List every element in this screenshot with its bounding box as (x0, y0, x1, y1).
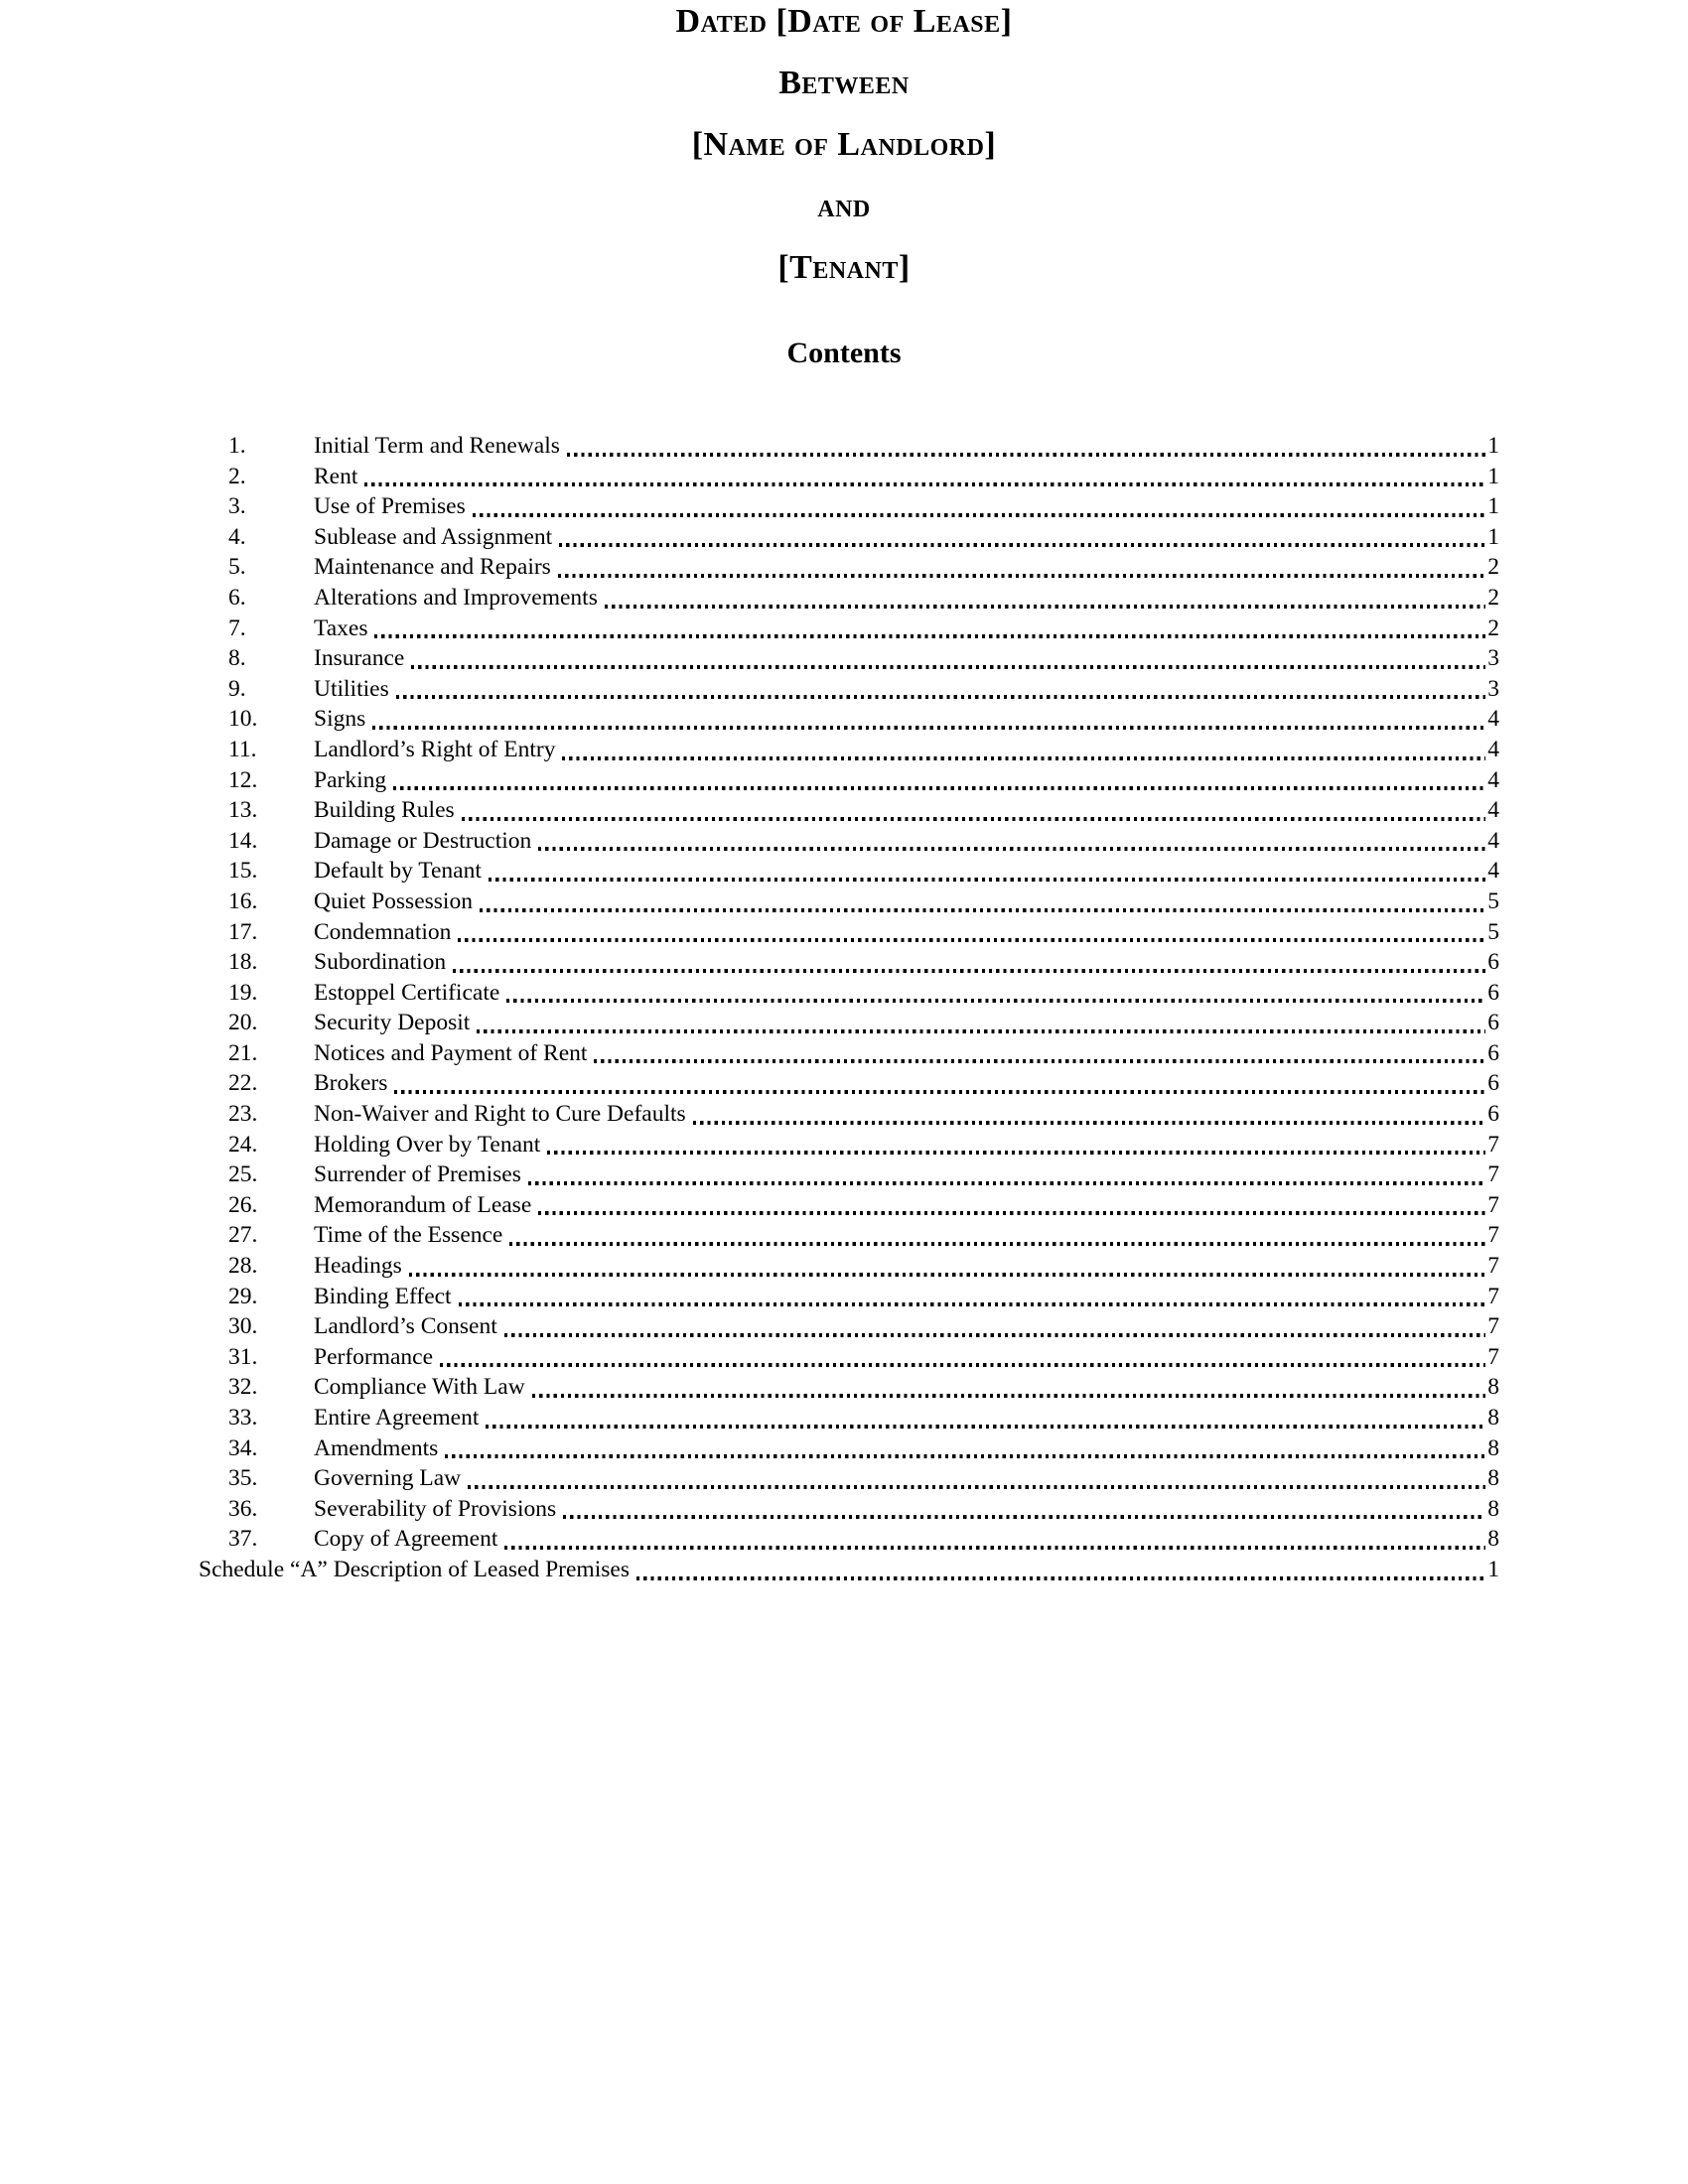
dot-leader (458, 938, 1485, 942)
toc-item-number: 2. (228, 463, 246, 489)
toc-item-page: 4 (1487, 706, 1499, 733)
toc-item-page: 1 (1487, 523, 1499, 550)
toc-item-number: 21. (228, 1039, 258, 1066)
dot-leader (559, 543, 1485, 547)
toc-item-number: 3. (228, 493, 246, 520)
toc-item-title: Building Rules (314, 797, 455, 824)
schedule-row (199, 1555, 1499, 1585)
toc-item-title: Amendments (314, 1434, 439, 1461)
toc-row (199, 1130, 1499, 1160)
toc-item-number: 28. (228, 1253, 258, 1280)
dot-leader (567, 453, 1485, 457)
dot-leader (480, 908, 1485, 912)
document-header (0, 0, 1688, 286)
toc-item-number: 6. (228, 584, 246, 611)
dot-leader (468, 1485, 1485, 1489)
toc-item-page: 3 (1487, 645, 1499, 672)
toc-item-number: 1. (228, 433, 246, 459)
dot-leader (462, 817, 1486, 821)
toc-item-number: 4. (228, 523, 246, 550)
toc-item-page: 1 (1487, 493, 1499, 520)
toc-item-number: 17. (228, 918, 258, 945)
dot-leader (394, 1090, 1485, 1094)
dot-leader (489, 878, 1485, 882)
toc-item-page: 7 (1487, 1253, 1499, 1280)
dot-leader (528, 1181, 1485, 1185)
toc-item-title: Rent (314, 463, 358, 489)
dot-leader (547, 1151, 1485, 1155)
toc-row (199, 431, 1499, 462)
dot-leader (372, 726, 1485, 730)
toc-row (199, 765, 1499, 796)
toc-item-title: Quiet Possession (314, 887, 473, 914)
toc-row (199, 1463, 1499, 1494)
toc-item-page: 7 (1487, 1313, 1499, 1340)
toc-item-title: Landlord’s Right of Entry (314, 736, 556, 762)
dot-leader (605, 605, 1485, 609)
toc-row (199, 643, 1499, 674)
toc-row (199, 978, 1499, 1009)
toc-item-title: Notices and Payment of Rent (314, 1039, 588, 1066)
dot-leader (558, 574, 1485, 578)
toc-item-number: 7. (228, 614, 246, 641)
toc-row (199, 947, 1499, 978)
toc-item-page: 7 (1487, 1283, 1499, 1309)
and-label: and (817, 188, 871, 224)
landlord-line: [Name of Landlord] (691, 126, 997, 163)
toc-row (199, 1190, 1499, 1221)
toc-item-page: 8 (1487, 1495, 1499, 1522)
toc-row (199, 1403, 1499, 1433)
toc-item-number: 30. (228, 1313, 258, 1340)
toc-item-title: Signs (314, 706, 366, 733)
dot-leader (563, 1515, 1485, 1519)
toc-row (199, 1068, 1499, 1099)
toc-item-title: Holding Over by Tenant (314, 1131, 541, 1158)
toc-item-number: 11. (228, 736, 257, 762)
toc-item-page: 6 (1487, 1010, 1499, 1036)
toc-item-page: 7 (1487, 1191, 1499, 1218)
toc-item-title: Performance (314, 1343, 434, 1370)
toc-row (199, 1342, 1499, 1373)
toc-item-number: 8. (228, 645, 246, 672)
tenant-line: [Tenant] (777, 249, 911, 286)
toc-item-page: 6 (1487, 949, 1499, 976)
toc-item-number: 12. (228, 766, 258, 793)
toc-item-number: 24. (228, 1131, 258, 1158)
toc-row (199, 1372, 1499, 1403)
toc-row (199, 552, 1499, 583)
toc-row (199, 1160, 1499, 1190)
dot-leader (459, 1302, 1486, 1306)
toc-row (199, 462, 1499, 492)
toc-item-page: 5 (1487, 918, 1499, 945)
toc-item-page: 2 (1487, 554, 1499, 581)
toc-item-number: 25. (228, 1161, 258, 1188)
dot-leader (440, 1363, 1485, 1367)
toc-item-number: 22. (228, 1070, 258, 1097)
toc-item-page: 1 (1487, 433, 1499, 459)
toc-item-title: Insurance (314, 645, 405, 672)
toc-item-page: 6 (1487, 1070, 1499, 1097)
dot-leader (409, 1273, 1485, 1277)
dot-leader (374, 634, 1485, 638)
toc-item-number: 23. (228, 1101, 258, 1128)
toc-item-page: 4 (1487, 827, 1499, 854)
schedule-title: Schedule “A” Description of Leased Premises (199, 1556, 630, 1582)
schedule-section (199, 1555, 1499, 1585)
toc-item-page: 8 (1487, 1434, 1499, 1461)
dot-leader (693, 1121, 1486, 1125)
table-of-contents (199, 431, 1499, 1555)
toc-item-title: Landlord’s Consent (314, 1313, 497, 1340)
dot-leader (506, 999, 1485, 1003)
toc-item-page: 2 (1487, 584, 1499, 611)
toc-row (199, 1433, 1499, 1464)
toc-item-title: Headings (314, 1253, 402, 1280)
toc-row (199, 826, 1499, 857)
toc-item-number: 34. (228, 1434, 258, 1461)
toc-row (199, 735, 1499, 765)
toc-item-title: Damage or Destruction (314, 827, 532, 854)
toc-row (199, 491, 1499, 522)
toc-item-title: Compliance With Law (314, 1374, 525, 1401)
dot-leader (594, 1059, 1485, 1063)
toc-item-title: Alterations and Improvements (314, 584, 598, 611)
toc-item-number: 14. (228, 827, 258, 854)
toc-item-title: Binding Effect (314, 1283, 452, 1309)
dot-leader (538, 1211, 1485, 1215)
dot-leader (509, 1242, 1485, 1246)
toc-item-title: Use of Premises (314, 493, 466, 520)
dot-leader (538, 847, 1485, 851)
toc-item-page: 7 (1487, 1343, 1499, 1370)
toc-item-number: 33. (228, 1405, 258, 1431)
toc-item-page: 6 (1487, 979, 1499, 1006)
toc-item-number: 37. (228, 1526, 258, 1553)
toc-row (199, 1494, 1499, 1525)
toc-item-page: 6 (1487, 1101, 1499, 1128)
toc-item-title: Default by Tenant (314, 858, 482, 885)
toc-item-number: 20. (228, 1010, 258, 1036)
dot-leader (477, 1029, 1485, 1033)
toc-item-page: 8 (1487, 1526, 1499, 1553)
toc-row (199, 614, 1499, 644)
toc-item-title: Severability of Provisions (314, 1495, 557, 1522)
toc-item-number: 9. (228, 675, 246, 702)
toc-row (199, 583, 1499, 614)
toc-item-title: Memorandum of Lease (314, 1191, 532, 1218)
toc-item-page: 4 (1487, 858, 1499, 885)
toc-item-page: 3 (1487, 675, 1499, 702)
toc-item-title: Parking (314, 766, 387, 793)
schedule-page: 1 (1487, 1556, 1499, 1582)
toc-item-title: Security Deposit (314, 1010, 471, 1036)
toc-item-number: 13. (228, 797, 258, 824)
toc-row (199, 1038, 1499, 1069)
dot-leader (453, 969, 1485, 973)
toc-item-page: 6 (1487, 1039, 1499, 1066)
dot-leader (532, 1394, 1486, 1398)
toc-item-page: 1 (1487, 463, 1499, 489)
toc-item-number: 36. (228, 1495, 258, 1522)
toc-item-title: Brokers (314, 1070, 388, 1097)
toc-item-title: Governing Law (314, 1465, 462, 1492)
toc-item-number: 19. (228, 979, 258, 1006)
toc-item-title: Copy of Agreement (314, 1526, 498, 1553)
toc-item-page: 7 (1487, 1131, 1499, 1158)
contents-title: Contents (786, 337, 902, 369)
dot-leader (504, 1546, 1485, 1550)
toc-item-title: Subordination (314, 949, 447, 976)
toc-row (199, 1251, 1499, 1282)
toc-row (199, 704, 1499, 735)
toc-item-number: 27. (228, 1222, 258, 1249)
toc-item-title: Surrender of Premises (314, 1161, 521, 1188)
toc-item-title: Sublease and Assignment (314, 523, 553, 550)
dot-leader (486, 1425, 1485, 1429)
toc-row (199, 1282, 1499, 1312)
dot-leader (473, 513, 1486, 517)
toc-row (199, 522, 1499, 553)
toc-item-number: 16. (228, 887, 258, 914)
toc-row (199, 1099, 1499, 1130)
toc-item-number: 26. (228, 1191, 258, 1218)
toc-item-title: Time of the Essence (314, 1222, 503, 1249)
dated-line: Dated [Date of Lease] (675, 3, 1013, 40)
toc-item-number: 5. (228, 554, 246, 581)
toc-row (199, 856, 1499, 887)
toc-item-page: 8 (1487, 1465, 1499, 1492)
between-label: Between (778, 65, 910, 101)
toc-item-page: 7 (1487, 1161, 1499, 1188)
toc-item-page: 4 (1487, 766, 1499, 793)
toc-item-number: 31. (228, 1343, 258, 1370)
toc-item-page: 7 (1487, 1222, 1499, 1249)
toc-item-page: 4 (1487, 797, 1499, 824)
toc-item-number: 35. (228, 1465, 258, 1492)
toc-row (199, 795, 1499, 826)
toc-item-title: Maintenance and Repairs (314, 554, 551, 581)
toc-item-page: 8 (1487, 1374, 1499, 1401)
toc-item-number: 32. (228, 1374, 258, 1401)
dot-leader (445, 1454, 1485, 1458)
dot-leader (411, 665, 1485, 669)
dot-leader (636, 1576, 1485, 1580)
toc-row (199, 887, 1499, 917)
toc-row (199, 917, 1499, 948)
toc-item-number: 18. (228, 949, 258, 976)
toc-row (199, 1311, 1499, 1342)
toc-item-page: 5 (1487, 887, 1499, 914)
toc-item-number: 10. (228, 706, 258, 733)
toc-item-title: Condemnation (314, 918, 452, 945)
dot-leader (562, 756, 1485, 760)
toc-item-page: 8 (1487, 1405, 1499, 1431)
toc-item-title: Estoppel Certificate (314, 979, 500, 1006)
toc-item-title: Taxes (314, 614, 368, 641)
toc-row (199, 1008, 1499, 1038)
toc-row (199, 1220, 1499, 1251)
toc-item-page: 2 (1487, 614, 1499, 641)
toc-row (199, 1524, 1499, 1555)
toc-item-title: Utilities (314, 675, 389, 702)
dot-leader (393, 786, 1485, 790)
toc-row (199, 674, 1499, 705)
dot-leader (364, 482, 1485, 486)
toc-item-title: Non-Waiver and Right to Cure Defaults (314, 1101, 686, 1128)
toc-item-number: 15. (228, 858, 258, 885)
toc-item-page: 4 (1487, 736, 1499, 762)
dot-leader (396, 695, 1486, 699)
toc-item-number: 29. (228, 1283, 258, 1309)
toc-item-title: Entire Agreement (314, 1405, 480, 1431)
dot-leader (504, 1333, 1486, 1337)
toc-item-title: Initial Term and Renewals (314, 433, 560, 459)
